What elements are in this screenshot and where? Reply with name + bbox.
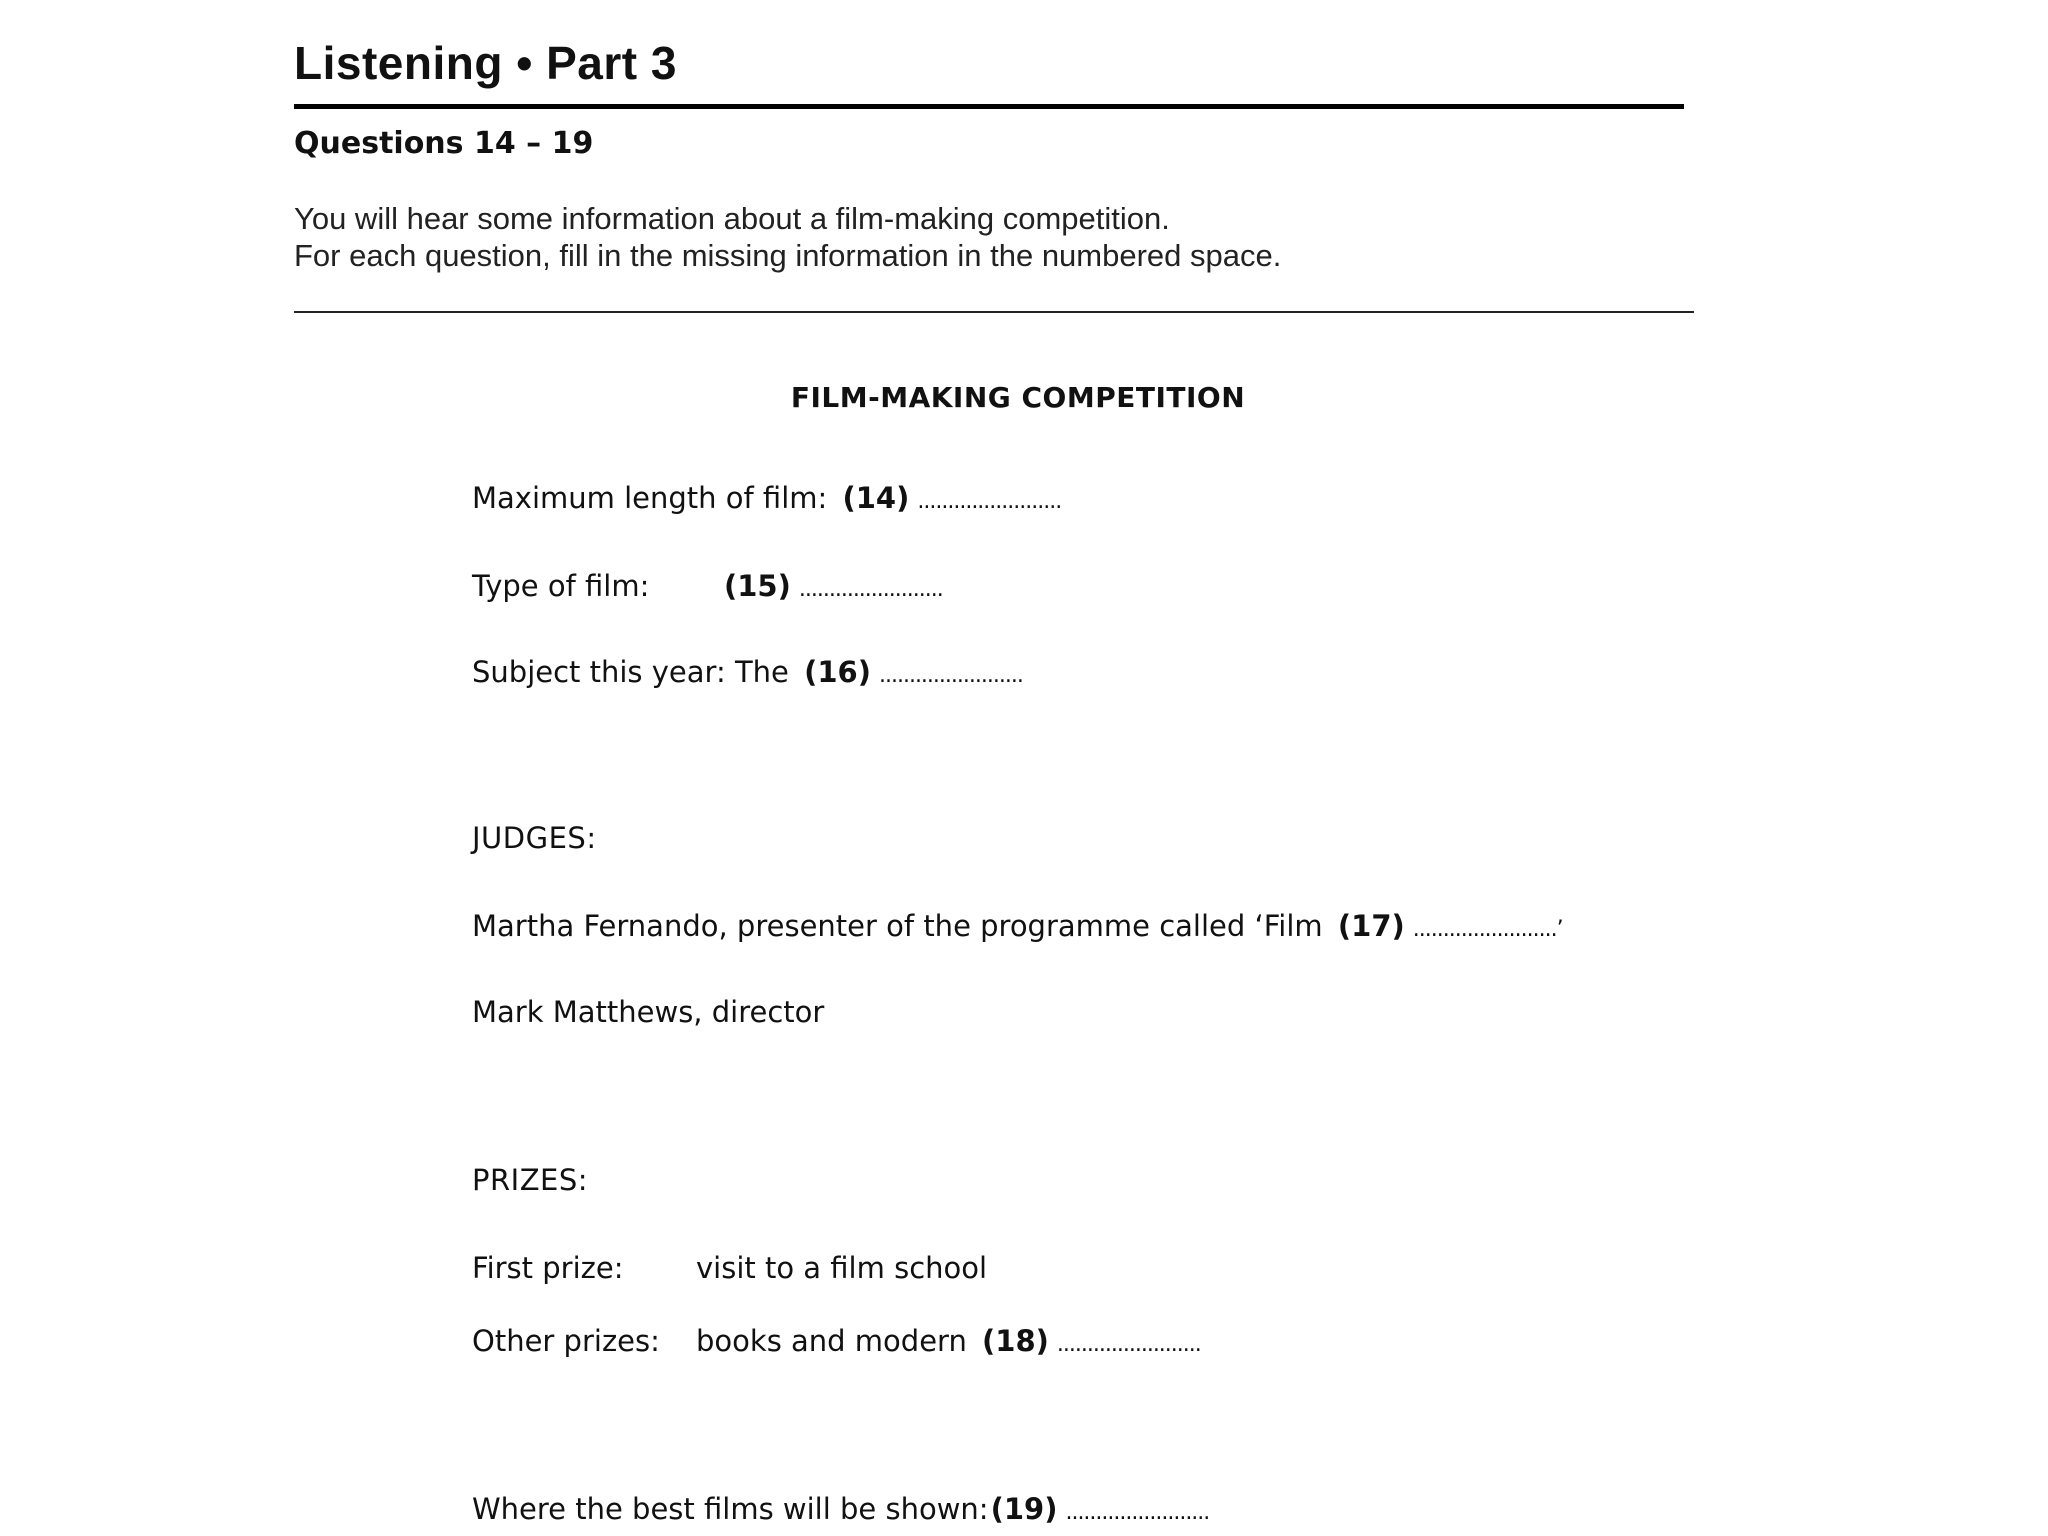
first-prize-row [472,1248,987,1288]
judges-heading: JUDGES: [472,821,597,855]
question-18-row [472,1321,1201,1365]
other-prizes-value: books and modern [696,1324,967,1358]
where-label: Where the best films will be shown: [472,1492,989,1526]
question-16-blank[interactable]: ........................ [878,663,1023,688]
question-17-row [472,906,1563,950]
judge-2-row: Mark Matthews, director [472,995,825,1029]
instructions [294,200,1281,274]
question-15-blank[interactable]: ........................ [798,577,943,602]
prizes-heading: PRIZES: [472,1163,589,1197]
header [294,28,1694,98]
other-prizes-label: Other prizes: [472,1324,660,1358]
question-15-row [472,566,943,610]
form-title-text: FILM-MAKING COMPETITION [790,381,1246,414]
subject-label: Subject this year: [472,655,726,689]
instructions-divider [294,311,1694,313]
max-length-label: Maximum length of film: [472,481,828,515]
part-title: Listening • Part 3 [294,37,677,89]
question-18-blank[interactable]: ........................ [1056,1332,1201,1357]
form-title [0,378,2048,418]
first-prize-label: First prize: [472,1251,624,1285]
question-19-row [472,1489,1209,1533]
instruction-line-2: For each question, fill in the missing information in the numbered space. [294,238,1282,273]
question-15-number: (15) [724,569,791,603]
subject-prefix: The [734,655,789,689]
question-14-blank[interactable]: ........................ [917,489,1062,514]
questions-range: Questions 14 – 19 [294,126,594,161]
question-14-row [472,478,1061,522]
question-19-blank[interactable]: ........................ [1065,1500,1210,1525]
header-divider [294,104,1684,109]
type-label: Type of film: [472,569,650,603]
question-16-number: (16) [804,655,871,689]
question-17-number: (17) [1337,909,1405,943]
question-16-row [472,652,1023,696]
question-14-number: (14) [842,481,910,515]
first-prize-value: visit to a film school [696,1251,988,1285]
question-19-number: (19) [990,1492,1058,1526]
judge-1-text: Martha Fernando, presenter of the programme called ‘Film [472,909,1323,943]
instruction-line-1: You will hear some information about a film-making competition. [294,201,1170,236]
question-17-blank[interactable]: ........................’ [1412,917,1563,942]
question-18-number: (18) [982,1324,1049,1358]
